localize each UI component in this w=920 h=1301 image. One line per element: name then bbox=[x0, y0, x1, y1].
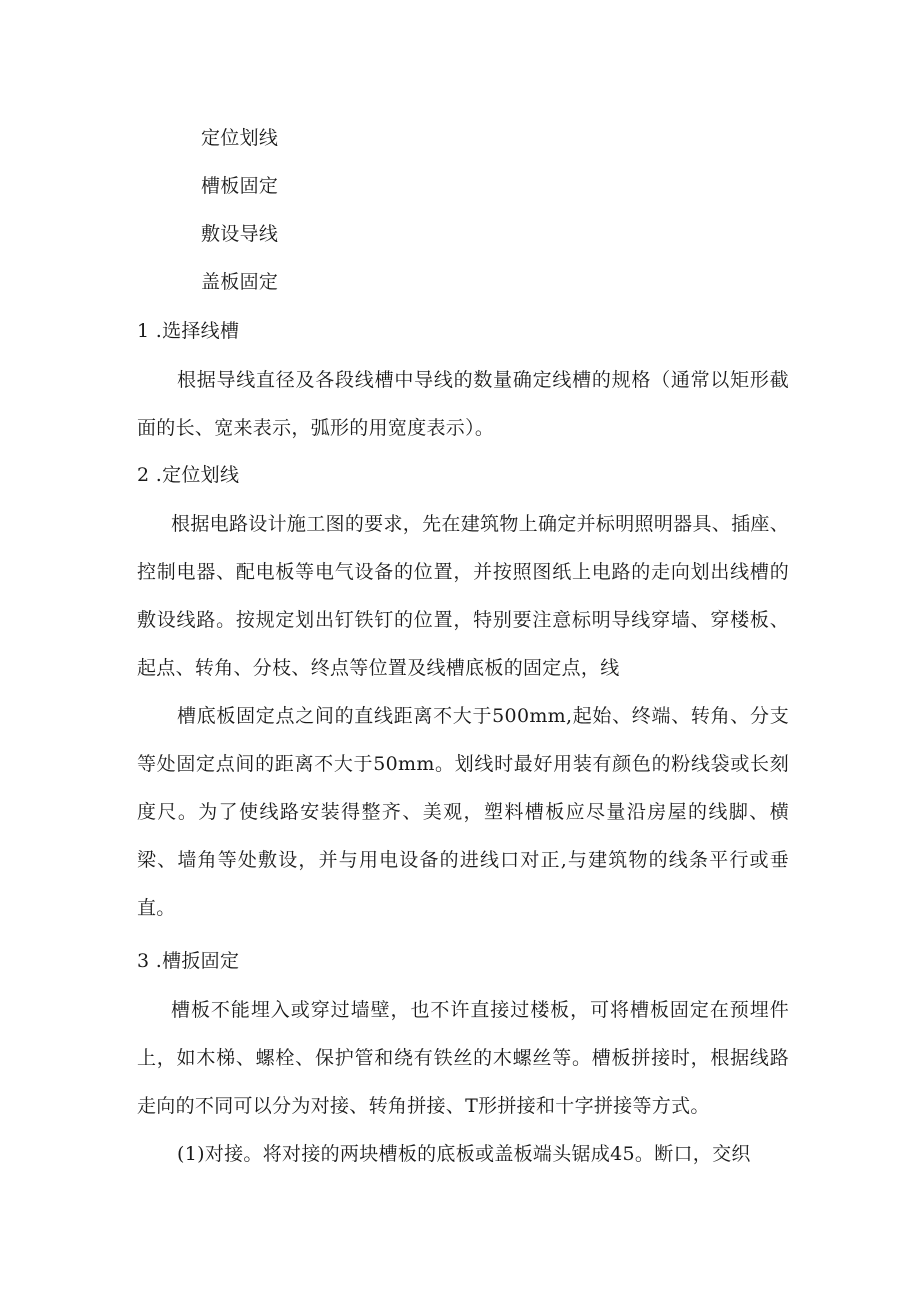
section-heading: 3 .槽扳固定 bbox=[137, 950, 240, 972]
step-item: 定位划线 bbox=[201, 127, 279, 149]
section-heading: 1 .选择线槽 bbox=[137, 320, 240, 342]
step-item: 敷设导线 bbox=[201, 223, 279, 245]
paragraph: 根据导线直径及各段线槽中导线的数量确定线槽的规格（通常以矩形截面的长、宽来表示，弧形的用宽度表示）。 bbox=[137, 369, 789, 439]
step-item: 槽板固定 bbox=[201, 175, 279, 197]
section-heading: 2 .定位划线 bbox=[137, 464, 240, 486]
paragraph: 根据电路设计施工图的要求，先在建筑物上确定并标明照明器具、插座、控制电器、配电板等电气设备的位置，并按照图纸上电路的走向划出线槽的敷设线路。按规定划出钉铁钉的位置，特别要注意标明导线穿墙、穿楼板、起点、转角、分枝、终点等位置及线槽底板的固定点，线 bbox=[137, 513, 789, 679]
paragraph: (1)对接。将对接的两块槽板的底板或盖板端头锯成45。断口，交织 bbox=[177, 1143, 751, 1165]
step-item: 盖板固定 bbox=[201, 271, 279, 293]
paragraph: 槽板不能埋入或穿过墙壁，也不许直接过楼板，可将槽板固定在预埋件上，如木梯、螺栓、保护管和绕有铁丝的木螺丝等。槽板拼接时，根据线路走向的不同可以分为对接、转角拼接、T形拼接和十字拼接等方式。 bbox=[137, 999, 789, 1117]
paragraph: 槽底板固定点之间的直线距离不大于500mm,起始、终端、转角、分支等处固定点间的距离不大于50mm。划线时最好用装有颜色的粉线袋或长刻度尺。为了使线路安装得整齐、美观，塑料槽板应尽量沿房屋的线脚、横梁、墙角等处敷设，并与用电设备的进线口对正,与建筑物的线条平行或垂直。 bbox=[137, 705, 789, 919]
